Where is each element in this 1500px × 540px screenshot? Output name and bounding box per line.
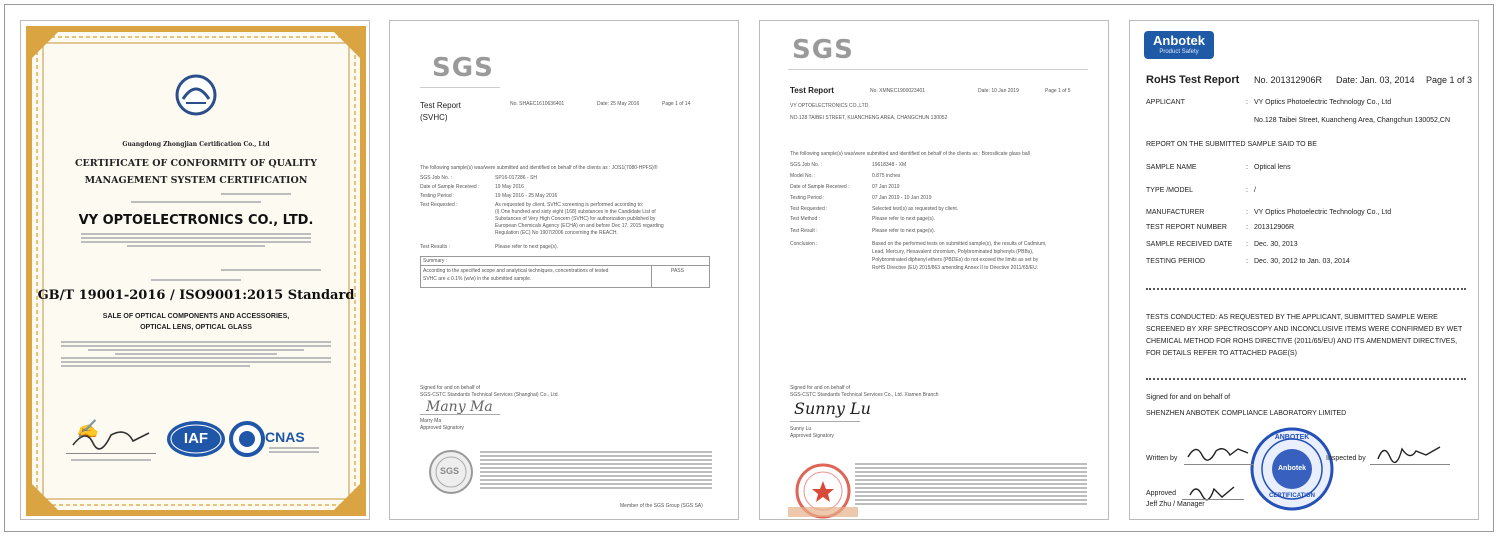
anbotek-logo [1144, 31, 1214, 59]
field-value: VY Optics Photoelectric Technology Co., Ltd [1254, 209, 1392, 216]
approver-sign-line [1182, 499, 1244, 500]
field-value: 19618348 - XM [872, 162, 907, 168]
field-value: 07 Jan 2019 [872, 184, 900, 190]
field-value: Selected test(s) as requested by client. [872, 206, 959, 212]
seal-bottom-text: CERTIFICATION [1269, 493, 1315, 499]
cnas-logo-text: CNAS [265, 429, 305, 445]
sgs-svhc-report[interactable] [389, 20, 739, 520]
signed-line-1: Signed for and on behalf of [1146, 394, 1231, 401]
report-date: Date: 10 Jan 2019 [978, 88, 1019, 94]
representative-signature: ✍ [76, 419, 99, 440]
issuer-name: Guangdong Zhongjian Certification Co., Ltd [122, 141, 270, 148]
signer-title: Approved Signatory [420, 425, 464, 431]
conclusion-line: Polybrominated diphenyl ethers (PBDEs) do not exceed the limits as set by [872, 257, 1039, 263]
field-label: SGS Job No. : [420, 175, 452, 181]
signed-line-2: SGS-CSTC Standards Technical Services Co., Ltd. Xiamen Branch [790, 392, 939, 398]
disclaimer-text [480, 451, 712, 491]
signer-name: Marry Ma [420, 418, 442, 424]
inspected-by-label: Inspected by [1326, 455, 1366, 462]
field-value: / [1254, 187, 1256, 194]
representative-signature-stroke [71, 423, 151, 453]
sgs-logo: SGS [432, 53, 494, 83]
sgs-rohs-report[interactable] [759, 20, 1109, 520]
certification-body-logo [174, 73, 218, 117]
report-page: Page 1 of 5 [1045, 88, 1071, 94]
request-line: (i) One hundred and sixty eight (168) substances in the Candidate List of [495, 209, 656, 215]
colon: : [1246, 209, 1248, 216]
field-label: Testing Period : [790, 195, 825, 201]
conclusion-line: Lead, Mercury, Hexavalent chromium, Polybrominated biphenyls (PBBs), [872, 249, 1034, 255]
request-line: European Chemicals Agency (ECHA) on and before Dec 17, 2015 regarding [495, 223, 664, 229]
field-label: TESTING PERIOD [1146, 258, 1206, 265]
iso-certificate[interactable] [20, 20, 370, 520]
certify-text [131, 201, 261, 205]
signature-line [66, 453, 156, 454]
field-label: SGS Job No. : [790, 162, 822, 168]
validity-text [61, 341, 331, 369]
company-address-text [81, 233, 311, 249]
report-date: Date: 25 May 2016 [597, 101, 640, 107]
colon: : [1246, 164, 1248, 171]
report-title: Test Report [420, 101, 461, 110]
certificate-title-2: MANAGEMENT SYSTEM CERTIFICATION [84, 175, 308, 186]
registration-text [221, 269, 321, 273]
seal-top-text: ANBOTEK [1274, 434, 1310, 441]
scope-line-1: SALE OF OPTICAL COMPONENTS AND ACCESSORIES, [102, 313, 290, 320]
cnas-caption [269, 447, 319, 455]
anbotek-logo-sub: Product Safety [1159, 49, 1199, 55]
field-value: 19 May 2016 - 25 May 2016 [495, 193, 558, 199]
anbotek-logo-text: Anbotek [1153, 33, 1205, 48]
field-value: Optical lens [1254, 164, 1291, 171]
colon: : [1246, 258, 1248, 265]
report-number: No. SHAEC1610636401 [510, 101, 565, 107]
signed-line-1: Signed for and on behalf of [420, 385, 481, 391]
field-value: Please refer to next page(s). [872, 228, 936, 234]
field-label: Test Method : [790, 216, 821, 222]
dotted-separator [1146, 288, 1466, 290]
results-value: Please refer to next page(s). [495, 244, 559, 250]
iso-standard: GB/T 19001-2016 / ISO9001:2015 Standard [37, 288, 355, 303]
field-label: SAMPLE NAME [1146, 164, 1197, 171]
iaf-logo-text: IAF [183, 430, 209, 447]
field-label: SAMPLE RECEIVED DATE [1146, 241, 1233, 248]
field-value: 0.875 inches [872, 173, 901, 179]
seal-brand: SGS [440, 466, 460, 476]
summary-line: SVHC are ≤ 0.1% (w/w) in the submitted sample. [423, 276, 532, 282]
signer-title: Approved Signatory [790, 433, 834, 439]
colon: : [1246, 224, 1248, 231]
field-label: Test Requested : [420, 202, 458, 208]
colon: : [1246, 99, 1248, 106]
signer-name: Sunny Lu [790, 426, 812, 432]
field-value: As requested by client, SVHC screening is performed according to: [495, 202, 644, 208]
field-label: Test Result : [790, 228, 818, 234]
field-label: TEST REPORT NUMBER [1146, 224, 1227, 231]
tests-line: FOR DETAILS REFER TO ATTACHED PAGE(S) [1146, 350, 1297, 357]
field-label: Model No. : [790, 173, 816, 179]
scope-line-2: OPTICAL LENS, OPTICAL GLASS [140, 324, 252, 331]
summary-label: Summary : [423, 258, 448, 264]
certificate-no-text [221, 193, 291, 197]
field-value: 07 Jan 2019 - 10 Jan 2019 [872, 195, 932, 201]
applicant-value: VY Optics Photoelectric Technology Co., Ltd [1254, 99, 1392, 106]
header-rule [788, 69, 1088, 70]
signed-line-2: SGS-CSTC Standards Technical Services (Shanghai) Co., Ltd. [420, 392, 559, 398]
signature-image: Many Ma [426, 399, 493, 415]
company-name: VY OPTOELECTRONICS CO., LTD. [78, 213, 314, 228]
signature-image: Sunny Lu [794, 399, 871, 418]
client-company: VY OPTOELECTRONICS CO.,LTD. [790, 103, 870, 109]
signed-line-1: Signed for and on behalf of [790, 385, 851, 391]
field-value: 201312906R [1254, 224, 1295, 231]
field-value: Please refer to next page(s). [872, 216, 936, 222]
tests-line: CHEMICAL METHOD FOR ROHS DIRECTIVE (2011/65/EU) AND ITS AMENDMENT DIRECTIVES, [1146, 338, 1458, 345]
member-text: Member of the SGS Group (SGS SA) [620, 503, 703, 509]
field-value: 19 May 2016 [495, 184, 524, 190]
tests-line: TESTS CONDUCTED: AS REQUESTED BY THE APPLICANT, SUBMITTED SAMPLE WERE [1146, 314, 1438, 321]
report-page: Page 1 of 14 [662, 101, 691, 107]
colon: : [1246, 187, 1248, 194]
certificate-title-1: CERTIFICATE OF CONFORMITY OF QUALITY [74, 158, 318, 169]
results-label: Test Results : [420, 244, 451, 250]
cnas-logo [229, 421, 265, 457]
red-company-seal-icon [788, 459, 858, 519]
field-label: Testing Period : [420, 193, 455, 199]
summary-table [420, 256, 710, 288]
tests-line: SCREENED BY XRF SPECTROSCOPY AND INCONCLUSIVE ITEMS WERE CONFIRMED BY WET [1146, 326, 1463, 333]
anbotek-rohs-report[interactable] [1129, 20, 1479, 520]
report-on-heading: REPORT ON THE SUBMITTED SAMPLE SAID TO BE [1146, 141, 1317, 148]
written-by-label: Written by [1146, 455, 1178, 462]
seal-mid-text: Anbotek [1278, 465, 1306, 472]
intro-text: The following sample(s) was/were submitted and identified on behalf of the clients as : Borosilicate glass ball [790, 151, 1030, 157]
field-label: Conclusion : [790, 241, 818, 247]
representative-label [71, 459, 151, 463]
signature-line [420, 414, 500, 415]
accordance-text [151, 279, 241, 283]
intro-text: The following sample(s) was/were submitted and identified on behalf of the clients as : JOS1(7080-HPFS)® [420, 165, 658, 171]
field-label: MANUFACTURER [1146, 209, 1205, 216]
field-value: Based on the performed tests on submitted sample(s), the results of Cadmium, [872, 241, 1047, 247]
report-subtitle: (SVHC) [420, 113, 448, 122]
report-title: RoHS Test Report [1146, 74, 1240, 86]
field-label: TYPE /MODEL [1146, 187, 1194, 194]
field-label: Date of Sample Received : [790, 184, 850, 190]
field-value: SP16-017286 - SH [495, 175, 537, 181]
report-number: No. XMNEC1900023401 [870, 88, 926, 94]
signature-line [790, 421, 860, 422]
client-address: NO.128 TAIBEI STREET, KUANCHENG AREA, CHANGCHUN 130052 [790, 115, 948, 121]
conclusion-line: RoHS Directive (EU) 2015/863 amending Annex II to Directive 2011/65/EU. [872, 265, 1039, 271]
dotted-separator [1146, 378, 1466, 380]
summary-result: PASS [671, 268, 684, 274]
sgs-logo: SGS [792, 35, 854, 65]
field-label: Date of Sample Received : [420, 184, 480, 190]
applicant-address: No.128 Taibei Street, Kuancheng Area, Changchun 130052,CN [1254, 117, 1451, 124]
field-value: Dec. 30, 2012 to Jan. 03, 2014 [1254, 258, 1350, 265]
header-rule [420, 87, 500, 88]
writer-signature [1186, 441, 1250, 465]
disclaimer-text [855, 463, 1087, 507]
applicant-label: APPLICANT [1146, 99, 1185, 106]
approved-label: Approved [1146, 490, 1176, 497]
signed-line-2: SHENZHEN ANBOTEK COMPLIANCE LABORATORY LIMITED [1146, 410, 1347, 417]
field-value: Dec. 30, 2013 [1254, 241, 1298, 248]
inspector-sign-line [1370, 464, 1450, 465]
report-page: Page 1 of 3 [1426, 75, 1473, 85]
summary-line: According to the specified scope and analytical techniques, concentrations of tested [423, 268, 609, 274]
request-line: Substances of Very High Concern (SVHC) for authorization published by [495, 216, 656, 222]
report-date: Date: Jan. 03, 2014 [1336, 75, 1415, 85]
request-line: Regulation (EC) No 1907/2006 concerning the REACH. [495, 230, 618, 236]
colon: : [1246, 241, 1248, 248]
report-title: Test Report [790, 86, 834, 95]
approver-name: Jeff Zhu / Manager [1146, 501, 1205, 508]
field-label: Test Requested : [790, 206, 828, 212]
report-number: No. 201312906R [1254, 75, 1323, 85]
writer-sign-line [1184, 464, 1254, 465]
